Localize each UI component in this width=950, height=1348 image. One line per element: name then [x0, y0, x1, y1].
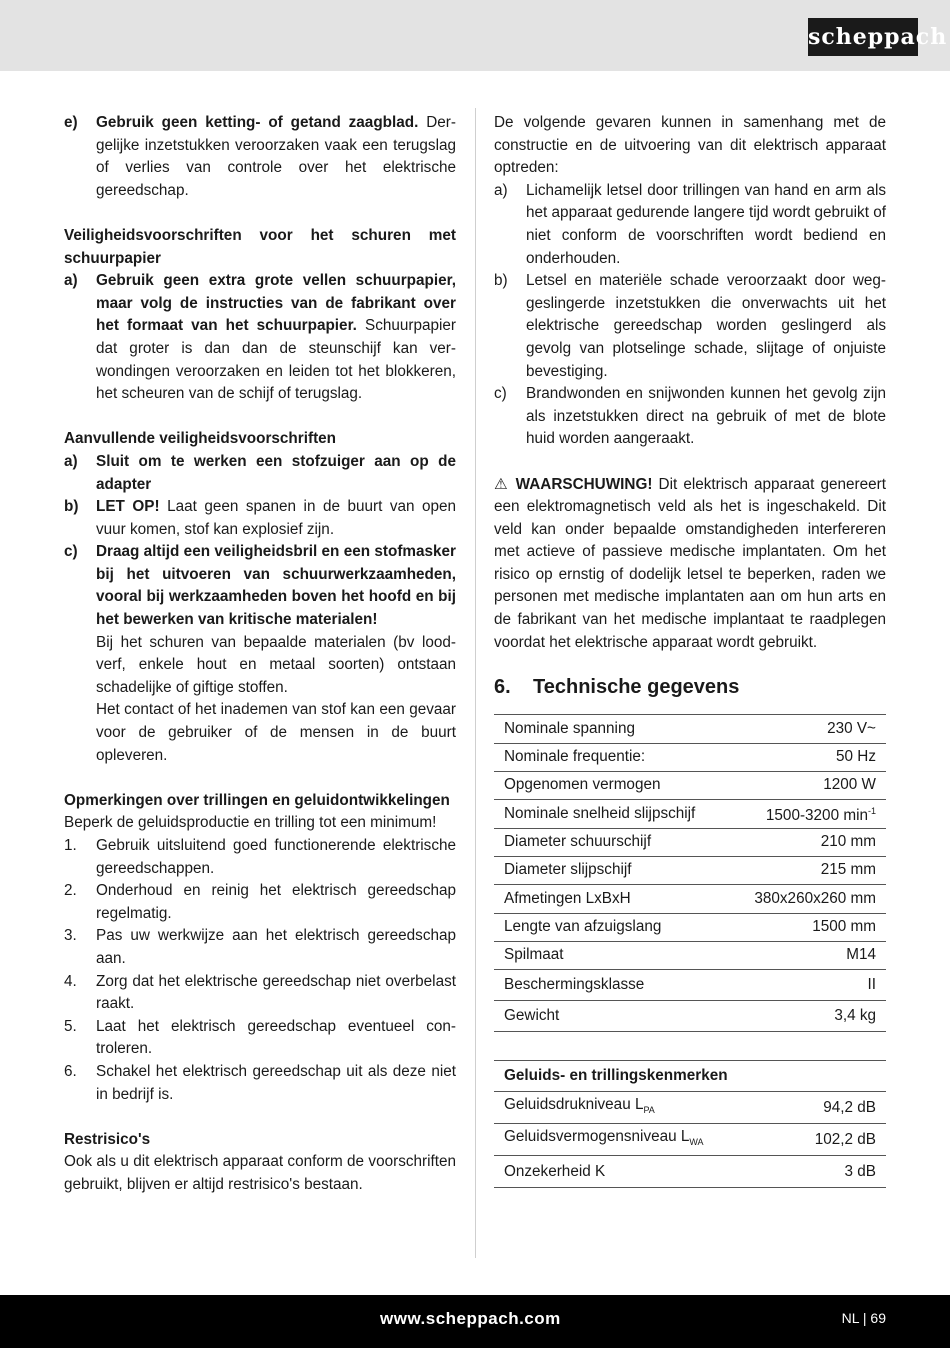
item-text: Schuurpapier dat groter is dan dan de steunschijf kan verwondingen veroorzaken en leiden tot het blokkeren, het scheuren van de schijf of terugslag.: [96, 317, 456, 403]
noise-label: [494, 1156, 780, 1188]
list-marker: c): [64, 543, 78, 561]
vibration-list: [64, 835, 456, 1106]
page-indicator: [842, 1310, 886, 1326]
list-marker: 5.: [64, 1017, 77, 1035]
table-row: [494, 1156, 886, 1188]
table-row: [494, 743, 886, 771]
table-row: [494, 1092, 886, 1124]
list-marker: e): [64, 114, 78, 131]
list-marker: a): [64, 272, 78, 290]
separator: |: [862, 1310, 867, 1326]
spec-value: [729, 800, 886, 829]
spec-label: Nominale spanning: [504, 719, 635, 737]
section-title: Technische gegevens: [533, 676, 740, 699]
extra-item-a: [64, 451, 456, 496]
spec-label: Opgenomen vermogen: [504, 776, 661, 794]
residual-risk-text: Ook als u dit elektrisch apparaat conform de voorschriften gebruikt, blijven er altijd restrisico's bestaan.: [64, 1153, 456, 1193]
item-text: Gebruik uitsluitend goed functionerende elektrische gereedschappen.: [96, 837, 456, 877]
list-marker: b): [64, 498, 79, 516]
extra-item-b: [64, 496, 456, 541]
item-bold-text: Gebruik geen ketting- of getand zaagblad.: [96, 114, 419, 131]
item-text: Zorg dat het elektrische gereedschap niet overbelast raakt.: [96, 972, 456, 1013]
noise-label-sub: PA: [643, 1105, 655, 1116]
list-marker: c): [494, 385, 507, 403]
noise-value: 102,2 dB: [814, 1130, 876, 1148]
list-item: [64, 880, 456, 925]
list-item: [64, 925, 456, 970]
section-number: 6.: [494, 676, 511, 699]
table-row: [494, 715, 886, 743]
extra-heading: Aanvullende veiligheidsvoorschriften: [64, 430, 337, 448]
spec-value: 1200 W: [823, 776, 876, 794]
item-text: Letsel en materiële schade veroorzaakt door weggeslingerde inzetstukken die onverwachts uit het elektrische gereedschap worden geslingerd als gevolg van plotselinge schade, slijtage of onjuiste bevestiging.: [526, 272, 886, 380]
noise-table: [494, 1060, 886, 1188]
item-text: Schakel het elektrisch gereedschap uit als deze niet in bedrijf is.: [96, 1062, 456, 1103]
brand-logo: scheppach: [808, 18, 918, 56]
list-marker: 2.: [64, 882, 77, 900]
item-text: Onderhoud en reinig het elektrisch gereedschap regelmatig.: [96, 882, 456, 922]
spec-label: Diameter slijpschijf: [504, 861, 632, 879]
item-text: Laat geen spanen in de buurt van open vuur komen, stof kan explosief zijn.: [96, 498, 457, 538]
spec-value: II: [867, 976, 876, 994]
spec-label: Diameter schuurschijf: [504, 833, 652, 851]
table-row: [494, 771, 886, 799]
item-text: Dergelijke inzetstukken veroorzaken vaak een terugslag of verlies van controle over het elektrische gereedschap.: [96, 114, 456, 199]
table-row: [494, 942, 886, 970]
extra-item-c: [64, 541, 456, 767]
list-marker: 4.: [64, 972, 77, 990]
list-marker: a): [494, 181, 508, 199]
hazard-item: [494, 270, 886, 383]
item-text: Het contact of het inademen van stof kan een gevaar voor de gebruiker of de mensen in de buurt opleveren.: [96, 701, 456, 764]
spec-value: M14: [846, 946, 876, 964]
list-item: [64, 1061, 456, 1106]
spec-label: Beschermingsklasse: [504, 976, 645, 994]
website-link[interactable]: www.scheppach.com: [380, 1309, 561, 1328]
list-marker: 3.: [64, 927, 77, 945]
list-item-e: [64, 112, 456, 202]
hazard-item: [494, 180, 886, 270]
section-heading: [494, 674, 886, 700]
warning-label: WAARSCHUWING!: [509, 475, 653, 493]
table-row: [494, 885, 886, 913]
header-bar: [0, 0, 950, 71]
noise-value: 3 dB: [844, 1162, 876, 1180]
warning-text: Dit elektrisch apparaat genereert een elektromagnetisch veld als het is ingeschakeld. Dit veld kan onder bepaalde omstandigheden interfereren met actieve of passieve medische implantaten. Om het risico op ernstig of dodelijk letsel te beperken, raden we personen met medische implantaten aan om hun arts en de fabrikant van het medische implantaat te raadplegen voordat het elektrische apparaat wordt gebruikt.: [494, 475, 886, 651]
item-bold-text: LET OP!: [96, 498, 160, 516]
item-text: Brandwonden en snijwonden kunnen het gevolg zijn als inzetstukken direct na gebruik of met de blote huid worden aangeraakt.: [526, 385, 886, 448]
spec-label: Gewicht: [504, 1007, 560, 1025]
specs-table: [494, 714, 886, 1032]
spec-label: Nominale frequentie:: [504, 747, 646, 765]
list-marker: 1.: [64, 837, 77, 854]
hazards-intro: De volgende gevaren kunnen in samenhang met de constructie en de uitvoering van dit elektrisch apparaat optreden:: [494, 114, 886, 177]
table-row: [494, 1001, 886, 1032]
list-item: [64, 971, 456, 1016]
table-row: [494, 970, 886, 1001]
spec-label: Spilmaat: [504, 946, 564, 964]
list-item: [64, 835, 456, 880]
item-bold-text: Gebruik geen extra grote vellen schuurpapier, maar volg de instructies van de fabrikant over het formaat van het schuurpapier.: [96, 272, 456, 335]
vibration-heading: Opmerkingen over trillingen en geluidontwikkelingen: [64, 791, 450, 809]
spec-value-sup: -1: [867, 806, 876, 817]
noise-label-sub: WA: [689, 1137, 704, 1148]
vibration-intro: Beperk de geluidsproductie en trilling tot een minimum!: [64, 814, 437, 832]
table-row: [494, 828, 886, 856]
noise-label-text: Geluidsvermogensniveau L: [504, 1127, 690, 1145]
noise-label-text: Onzekerheid K: [504, 1162, 606, 1180]
item-bold-text: Sluit om te werken een stofzuiger aan op de adapter: [96, 452, 456, 493]
list-item: [64, 1016, 456, 1061]
language-code: NL: [841, 1310, 859, 1326]
table-row: [494, 857, 886, 885]
table-row: [494, 1124, 886, 1156]
warning-paragraph: [494, 474, 886, 655]
sanding-heading: Veiligheidsvoorschriften voor het schuren met schuurpapier: [64, 226, 456, 267]
spec-value: 3,4 kg: [834, 1007, 876, 1025]
left-column: [64, 112, 456, 1197]
table-row: [494, 913, 886, 941]
spec-label: Lengte van afzuigslang: [504, 918, 662, 936]
footer-bar: [0, 1295, 950, 1348]
list-marker: a): [64, 452, 78, 470]
sanding-item-a: [64, 270, 456, 406]
spec-value: 1500 mm: [812, 918, 876, 936]
item-text: Bij het schuren van bepaalde materialen (bv loodverf, enkele hout en metaal soorten) ontstaan schadelijke of giftige stoffen.: [96, 633, 456, 696]
spec-value-text: 1500-3200 min: [765, 807, 868, 825]
noise-label: [494, 1124, 780, 1156]
table-header-row: [494, 1061, 886, 1092]
spec-value: 210 mm: [820, 833, 876, 851]
spec-label: Nominale snelheid slijpschijf: [504, 804, 696, 822]
hazard-item: [494, 383, 886, 451]
item-text: Lichamelijk letsel door trillingen van hand en arm als het apparaat gedurende langere tijd wordt gebruikt of niet conform de voorschriften wordt bediend en onderhouden.: [526, 181, 886, 267]
right-column: [494, 112, 886, 1188]
noise-value: 94,2 dB: [823, 1098, 876, 1116]
spec-value: 380x260x260 mm: [754, 889, 876, 907]
item-text: Laat het elektrisch gereedschap eventueel controleren.: [96, 1017, 456, 1058]
warning-triangle-icon: ⚠: [494, 475, 510, 493]
spec-label: Afmetingen LxBxH: [504, 889, 631, 907]
spec-value: 215 mm: [820, 861, 876, 879]
item-text: Pas uw werkwijze aan het elektrisch gereedschap aan.: [96, 927, 456, 967]
item-bold-text: Draag altijd een veiligheidsbril en een stofmasker bij het uitvoeren van schuurwerkzaamheden, vooral bij werkzaamheden boven het hoofd en bij het bewerken van kritische materialen!: [96, 543, 456, 629]
page-number: 69: [870, 1310, 886, 1326]
noise-label: [494, 1092, 780, 1124]
table-row: [494, 800, 886, 829]
spec-value: 50 Hz: [836, 747, 876, 765]
residual-risk-heading: Restrisico's: [64, 1130, 151, 1148]
column-divider: [475, 108, 476, 1258]
spec-value: 230 V~: [827, 719, 876, 737]
list-marker: b): [494, 272, 508, 290]
list-marker: 6.: [64, 1062, 77, 1080]
noise-label-text: Geluidsdrukniveau L: [504, 1095, 644, 1113]
noise-table-heading: Geluids- en trillingskenmerken: [504, 1067, 728, 1085]
